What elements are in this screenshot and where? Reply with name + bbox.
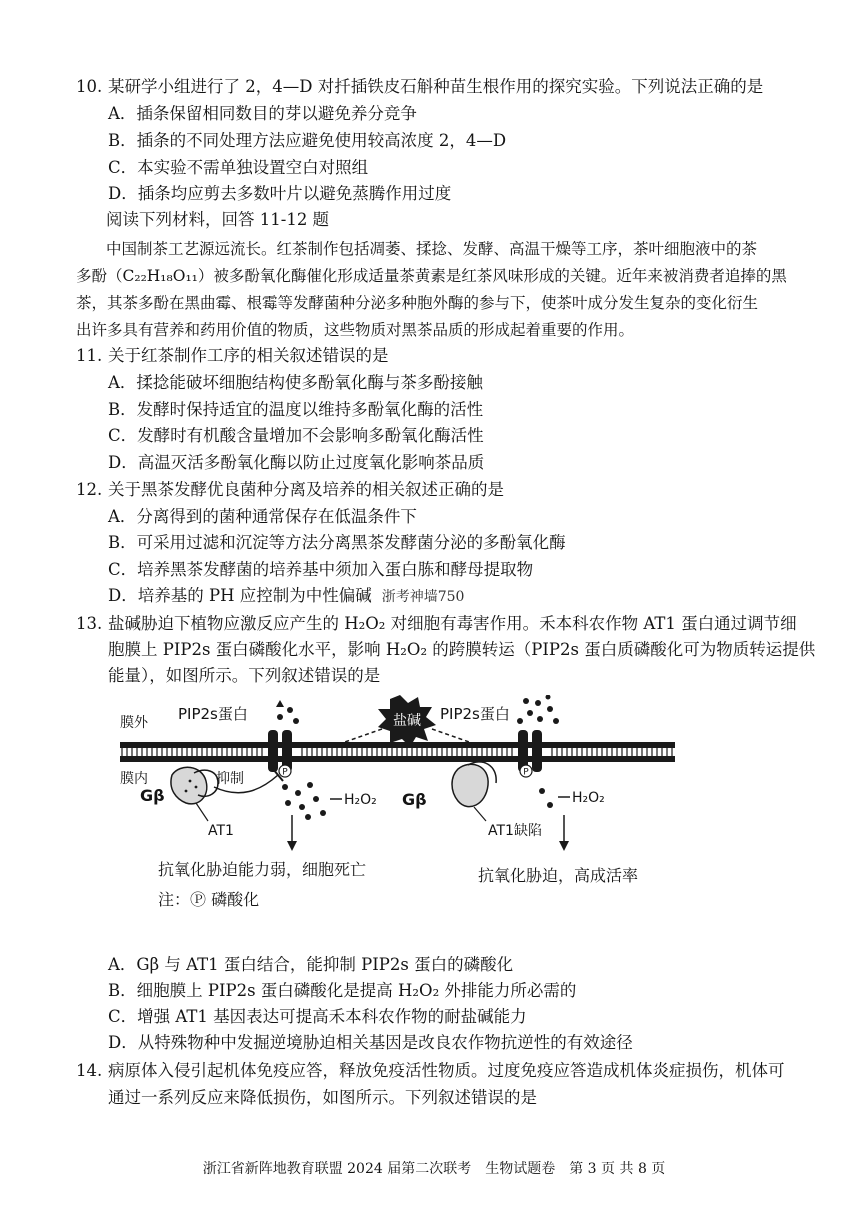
- q14-stem-line-1: [76, 1061, 785, 1081]
- h2o2-dots-left-outside: [276, 700, 299, 724]
- watermark-text: 浙考神墙750: [381, 589, 465, 605]
- inside-label: 膜内: [120, 771, 148, 787]
- q10-stem-text: 某研学小组进行了 2，4—D 对扦插铁皮石斛种苗生根作用的探究实验。下列说法正确的是: [108, 77, 764, 96]
- q13-stem-text-1: 盐碱胁迫下植物应激反应产生的 H₂O₂ 对细胞有毒害作用。禾本科农作物 AT1 蛋白通过调节细: [108, 614, 797, 633]
- at1-label: AT1: [208, 823, 234, 839]
- q14-stem-line-2: 通过一系列反应来降低损伤，如图所示。下列叙述错误的是: [108, 1088, 537, 1107]
- q13-option-b: B．细胞膜上 PIP2s 蛋白磷酸化是提高 H₂O₂ 外排能力所必需的: [108, 981, 577, 1000]
- outside-label: 膜外: [120, 715, 148, 731]
- q10-option-d: D．插条均应剪去多数叶片以避免蒸腾作用过度: [108, 184, 452, 203]
- q10-stem: [76, 77, 763, 97]
- q12-option-d-text: D．培养基的 PH 应控制为中性偏碱: [108, 586, 372, 605]
- q10-number: 10.: [76, 77, 103, 96]
- at1-defect-protein: [452, 764, 488, 806]
- q13-number: 13.: [76, 614, 103, 633]
- q13-option-d: D．从特殊物种中发掘逆境胁迫相关基因是改良农作物抗逆性的有效途径: [108, 1033, 633, 1052]
- q14-stem-text-1: 病原体入侵引起机体免疫应答，释放免疫活性物质。过度免疫应答造成机体炎症损伤，机体可: [108, 1061, 785, 1080]
- gbeta-label-left: Gβ: [140, 786, 165, 805]
- q11-number: 11.: [76, 346, 103, 365]
- q11-option-c: C．发酵时有机酸含量增加不会影响多酚氧化酶活性: [108, 426, 484, 445]
- at1-protein-left: [171, 767, 207, 804]
- reading-prompt: 阅读下列材料，回答 11-12 题: [106, 210, 330, 229]
- material-line-1: 中国制茶工艺源远流长。红茶制作包括凋萎、揉捻、发酵、高温干燥等工序，茶叶细胞液中的茶: [106, 240, 758, 258]
- q12-option-d: [108, 586, 464, 607]
- q11-stem-text: 关于红茶制作工序的相关叙述错误的是: [108, 346, 389, 365]
- q13-stem-line-3: 能量），如图所示。下列叙述错误的是: [108, 666, 381, 685]
- phospho-right-label: P: [523, 767, 529, 778]
- q12-number: 12.: [76, 480, 103, 499]
- h2o2-label-right: H₂O₂: [572, 790, 605, 806]
- q11-option-b: B．发酵时保持适宜的温度以维持多酚氧化酶的活性: [108, 400, 484, 419]
- q10-option-a: A．插条保留相同数目的芽以避免养分竞争: [108, 104, 417, 123]
- q13-stem-line-1: [76, 614, 797, 634]
- inhibit-label: 抑制: [216, 771, 244, 787]
- q12-stem: [76, 480, 504, 500]
- q10-option-c: C．本实验不需单独设置空白对照组: [108, 158, 369, 177]
- q13-stem-line-2: 胞膜上 PIP2s 蛋白磷酸化水平，影响 H₂O₂ 的跨膜转运（PIP2s 蛋白质磷酸化可为物质转运提供: [108, 640, 816, 659]
- q13-option-a: A．Gβ 与 AT1 蛋白结合，能抑制 PIP2s 蛋白的磷酸化: [108, 955, 514, 974]
- pip2s-label-right: PIP2s蛋白: [440, 705, 510, 723]
- h2o2-label-left: H₂O₂: [344, 792, 377, 808]
- q12-option-b: B．可采用过滤和沉淀等方法分离黑茶发酵菌分泌的多酚氧化酶: [108, 533, 566, 552]
- gbeta-label-right: Gβ: [402, 790, 427, 809]
- page-footer: 浙江省新阵地教育联盟 2024 届第二次联考 生物试题卷 第 3 页 共 8 页: [202, 1161, 666, 1177]
- material-line-2: 多酚（C₂₂H₁₈O₁₁）被多酚氧化酶催化形成适量茶黄素是红茶风味形成的关键。近年来被消费者追捧的黑: [76, 267, 787, 285]
- pip2s-label-left: PIP2s蛋白: [178, 705, 248, 723]
- salt-alkali-stress-icon: [378, 695, 436, 747]
- q11-option-a: A．揉捻能破坏细胞结构使多酚氧化酶与茶多酚接触: [108, 373, 483, 392]
- q12-option-c: C．培养黑茶发酵菌的培养基中须加入蛋白胨和酵母提取物: [108, 560, 534, 579]
- figure-note: 注：Ⓟ 磷酸化: [158, 890, 260, 909]
- result-right-caption: 抗氧化胁迫，高成活率: [478, 866, 639, 885]
- q11-option-d: D．高温灭活多酚氧化酶以防止过度氧化影响茶品质: [108, 453, 485, 472]
- q12-option-a: A．分离得到的菌种通常保存在低温条件下: [108, 507, 417, 526]
- h2o2-dots-left-inside: [282, 782, 326, 820]
- q13-option-c: C．增强 AT1 基因表达可提高禾本科农作物的耐盐碱能力: [108, 1007, 527, 1026]
- q13-figure: [110, 695, 710, 920]
- phospho-left-label: P: [282, 767, 288, 778]
- q11-stem: [76, 346, 389, 366]
- material-line-3: 茶，其茶多酚在黑曲霉、根霉等发酵菌种分泌多种胞外酶的参与下，使茶叶成分发生复杂的变化衍生: [76, 294, 759, 312]
- h2o2-dots-right-outside: [517, 695, 559, 724]
- salt-alkali-label: 盐碱: [393, 713, 421, 729]
- pip2s-protein-left: [268, 730, 292, 778]
- at1-defect-label: AT1缺陷: [488, 823, 542, 839]
- result-left-caption: 抗氧化胁迫能力弱，细胞死亡: [158, 860, 367, 879]
- pip2s-protein-right: [518, 730, 542, 778]
- material-line-4: 出许多具有营养和药用价值的物质，这些物质对黑茶品质的形成起着重要的作用。: [76, 321, 635, 339]
- q10-option-b: B．插条的不同处理方法应避免使用较高浓度 2，4—D: [108, 131, 507, 150]
- h2o2-dots-right-inside: [539, 788, 553, 808]
- q14-number: 14.: [76, 1061, 103, 1080]
- cell-membrane: [120, 742, 675, 762]
- q12-stem-text: 关于黑茶发酵优良菌种分离及培养的相关叙述正确的是: [108, 480, 504, 499]
